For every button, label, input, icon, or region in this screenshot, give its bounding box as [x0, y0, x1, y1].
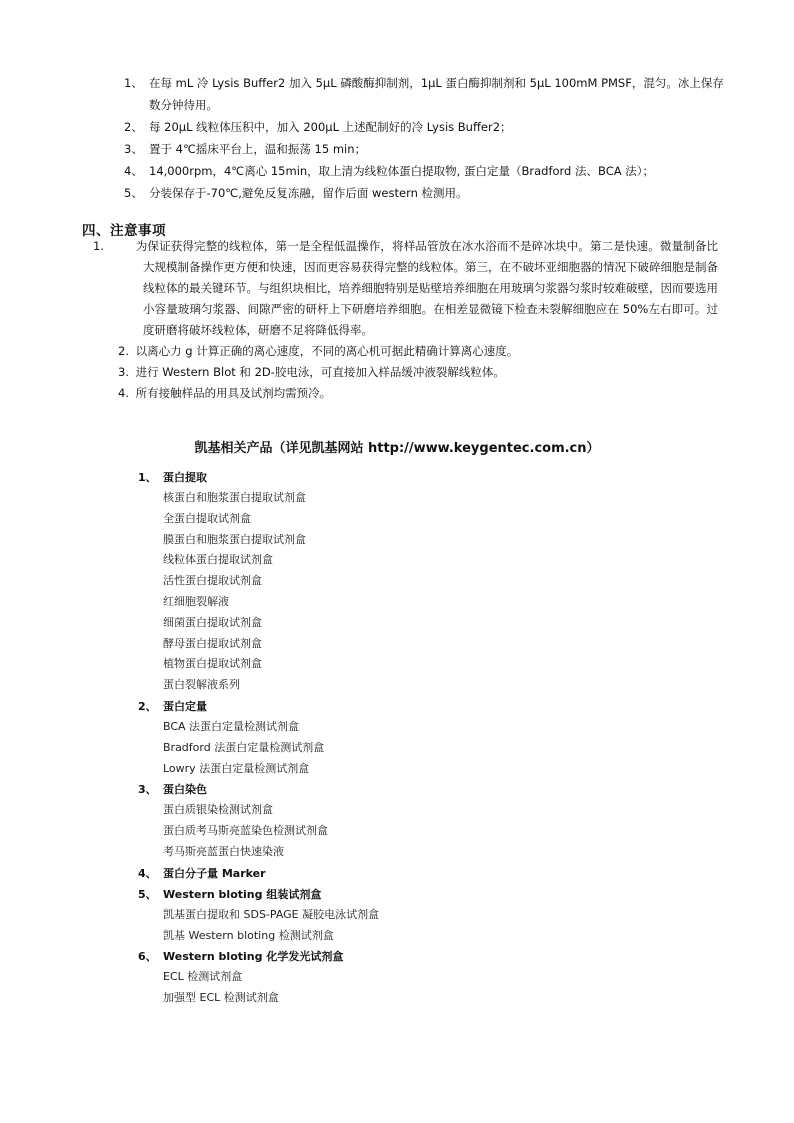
step-item	[124, 72, 724, 116]
step-number: 3、	[124, 142, 143, 156]
step-text: 分装保存于-70℃,避免反复冻融，留作后面 western 检测用。	[149, 186, 468, 200]
product-list	[138, 467, 638, 1009]
category-name: Western bloting 化学发光试剂盒	[163, 950, 344, 964]
category-number: 2、	[138, 699, 157, 713]
procedure-steps	[124, 72, 724, 204]
note-number: 1.	[93, 239, 104, 253]
product-item: 考马斯亮蓝蛋白快速染液	[163, 844, 284, 858]
product-item: 膜蛋白和胞浆蛋白提取试剂盒	[163, 532, 306, 546]
product-item: 核蛋白和胞浆蛋白提取试剂盒	[163, 491, 306, 504]
products-title: 凯基相关产品（详见凯基网站 http://www.keygentec.com.cn）	[194, 441, 600, 456]
product-item: Lowry 法蛋白定量检测试剂盒	[163, 761, 310, 775]
step-number: 2、	[124, 120, 143, 134]
product-item: Bradford 法蛋白定量检测试剂盒	[163, 740, 325, 754]
step-item	[124, 138, 724, 160]
note-item	[93, 236, 719, 341]
category-number: 4、	[138, 866, 157, 880]
product-category	[138, 863, 638, 884]
product-item: 线粒体蛋白提取试剂盒	[163, 553, 273, 567]
product-item: ECL 检测试剂盒	[163, 970, 243, 984]
step-item	[124, 116, 724, 138]
note-text: 为保证获得完整的线粒体，第一是全程低温操作，将样品管放在冰水浴而不是碎冰块中。第二是快速。微量制备比大规模制备操作更方便和快速，因而更容易获得完整的线粒体。第三，在不破坏亚细胞器的情况下破碎细胞是制备线粒体的最关键环节。与组织块相比，培养细胞特别是贴壁培养细胞在用玻璃匀浆器匀浆时较难破壁，因而要选用小容量玻璃匀浆器、间隙严密的研杆上下研磨培养细胞。在相差显微镜下检查未裂解细胞应在 50%左右即可。过度研磨将破坏线粒体，研磨不足将降低得率。	[135, 239, 719, 337]
note-text: 以离心力 g 计算正确的离心速度，不同的离心机可据此精确计算离心速度。	[135, 344, 519, 358]
step-number: 1、	[124, 76, 143, 90]
category-name: 蛋白分子量 Marker	[163, 866, 266, 880]
step-item	[124, 160, 724, 182]
notes-list	[93, 236, 719, 404]
product-item: 红细胞裂解液	[163, 594, 229, 608]
note-item	[118, 383, 718, 404]
product-category	[138, 467, 638, 488]
product-item: 植物蛋白提取试剂盒	[163, 657, 262, 671]
product-item: 蛋白质考马斯亮蓝染色检测试剂盒	[163, 824, 328, 838]
note-item	[118, 362, 718, 383]
note-text: 进行 Western Blot 和 2D-胶电泳，可直接加入样品缓冲液裂解线粒体。	[135, 365, 505, 379]
product-category	[138, 946, 638, 967]
category-number: 6、	[138, 950, 157, 964]
product-category	[138, 779, 638, 800]
product-item: 蛋白质银染检测试剂盒	[163, 803, 273, 817]
product-item: 蛋白裂解液系列	[163, 678, 240, 692]
category-number: 3、	[138, 783, 157, 797]
category-number: 5、	[138, 887, 157, 901]
note-number: 4.	[118, 386, 129, 400]
note-number: 3.	[118, 365, 129, 379]
product-category	[138, 696, 638, 717]
category-name: 蛋白提取	[163, 471, 207, 484]
note-number: 2.	[118, 344, 129, 358]
step-number: 5、	[124, 186, 143, 200]
product-item: BCA 法蛋白定量检测试剂盒	[163, 719, 300, 733]
product-item: 凯基蛋白提取和 SDS-PAGE 凝胶电泳试剂盒	[163, 907, 380, 921]
step-text: 置于 4℃摇床平台上，温和振荡 15 min；	[149, 142, 367, 156]
step-text: 每 20μL 线粒体压积中，加入 200μL 上述配制好的冷 Lysis Buffer2；	[149, 120, 512, 134]
step-item	[124, 182, 724, 204]
category-name: 蛋白定量	[163, 699, 207, 713]
product-item: 细菌蛋白提取试剂盒	[163, 615, 262, 629]
step-text: 在每 mL 冷 Lysis Buffer2 加入 5μL 磷酸酶抑制剂，1μL 蛋白酶抑制剂和 5μL 100mM PMSF，混匀。冰上保存数分钟待用。	[149, 76, 724, 112]
category-name: 蛋白染色	[163, 783, 207, 797]
category-name: Western bloting 组装试剂盒	[163, 887, 322, 901]
product-item: 活性蛋白提取试剂盒	[163, 574, 262, 588]
product-item: 加强型 ECL 检测试剂盒	[163, 991, 279, 1005]
product-item: 凯基 Western bloting 检测试剂盒	[163, 928, 334, 942]
category-number: 1、	[138, 471, 157, 484]
note-item	[118, 341, 718, 362]
product-item: 全蛋白提取试剂盒	[163, 511, 251, 525]
section-heading: 四、注意事项	[82, 223, 166, 239]
step-text: 14,000rpm，4℃离心 15min，取上清为线粒体蛋白提取物, 蛋白定量（Bradford 法、BCA 法）；	[149, 164, 655, 178]
note-text: 所有接触样品的用具及试剂均需预冷。	[135, 386, 332, 400]
product-category	[138, 884, 638, 905]
product-item: 酵母蛋白提取试剂盒	[163, 636, 262, 650]
step-number: 4、	[124, 164, 143, 178]
